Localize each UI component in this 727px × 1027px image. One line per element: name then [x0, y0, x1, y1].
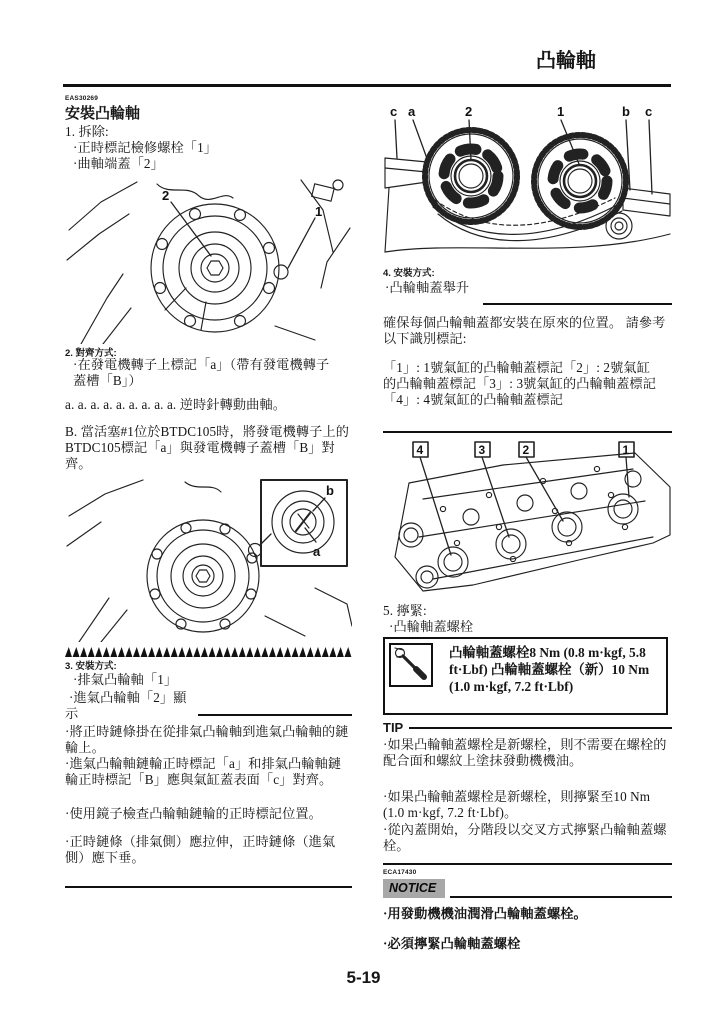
section-divider-triangles [65, 644, 352, 654]
figure-callout: c [390, 104, 398, 119]
step-label: 4. 安裝方式: [383, 268, 435, 279]
figure-timing-mark-alignment [65, 476, 352, 642]
figure-camshaft-caps [383, 437, 672, 600]
notice-rule [450, 896, 672, 899]
rotate-instruction: a. a. a. a. a. a. a. a. a. 逆時針轉動曲軸。 [65, 397, 287, 412]
figure-callout: 2 [465, 104, 473, 119]
bullet-item: ·在發電機轉子上標記「a」（帶有發電機轉子蓋槽「B」） [73, 357, 330, 388]
torque-wrench-iconbox [389, 643, 433, 687]
bullet-item: ·必須擰緊凸輪軸蓋螺栓 [383, 936, 521, 951]
bullet-item: ·曲軸端蓋「2」 [73, 156, 164, 171]
notice-badge: NOTICE [383, 879, 445, 898]
column-rule [383, 863, 672, 865]
step-label: 5. 擰緊: [383, 603, 427, 618]
tip-header [383, 720, 672, 735]
figure-callout: a [408, 104, 416, 119]
notice-header [383, 879, 672, 898]
step-label: 3. 安裝方式: [65, 661, 117, 672]
page-title: 凸輪軸 [536, 48, 596, 72]
bullet-item: ·進氣凸輪軸「2」顯 [69, 690, 187, 705]
figure-callout: 2 [162, 188, 170, 203]
column-rule [383, 431, 672, 433]
section-heading: 安裝凸輪軸 [65, 105, 141, 122]
inline-rule [483, 303, 672, 305]
figure-camshaft-sprockets [383, 102, 672, 262]
figure-callout: 1 [622, 443, 630, 457]
bullet-item: ·正時鏈條（排氣側）應拉伸，正時鏈條（進氣側）應下垂。 [65, 834, 336, 865]
figure-callout: b [326, 483, 334, 498]
figure-callout: 2 [522, 443, 530, 457]
page-number: 5-19 [346, 968, 381, 987]
bullet-item: ·排氣凸輪軸「1」 [73, 672, 178, 687]
figure-callout: c [645, 104, 653, 119]
figure-callout: 1 [315, 204, 323, 219]
torque-spec-box [383, 637, 668, 715]
identification-paragraph: 「1」: 1號氣缸的凸輪軸蓋標記「2」: 2號氣缸的凸輪軸蓋標記「3」: 3號氣缸的凸輪軸蓋標記「4」: 4號氣缸的凸輪軸蓋標記 [383, 360, 657, 407]
tip-label: TIP [383, 720, 404, 735]
torque-wrench-icon [391, 645, 431, 685]
figure-callout: b [622, 104, 630, 119]
ensure-paragraph: 確保每個凸輪軸蓋都安裝在原來的位置。 請參考以下識別標記: [383, 315, 666, 346]
bullet-item: ·凸輪軸蓋舉升 [385, 280, 470, 295]
figure-callout: a [313, 544, 321, 559]
step-label: 2. 對齊方式: [65, 348, 117, 359]
column-rule [65, 886, 352, 888]
inline-rule [198, 714, 352, 716]
bullet-item: ·從內蓋開始，分階段以交叉方式擰緊凸輪軸蓋螺栓。 [383, 822, 667, 853]
section-code: ECA17430 [383, 869, 417, 876]
bullet-item: ·將正時鏈條掛在從排氣凸輪軸到進氣凸輪軸的鏈輪上。 [65, 724, 349, 755]
bullet-item: ·使用鏡子檢查凸輪軸鏈輪的正時標記位置。 [65, 806, 322, 821]
figure-callout: 4 [416, 443, 424, 457]
bullet-item-continuation: 示 [65, 706, 79, 721]
torque-spec-text: 凸輪軸蓋螺栓8 Nm (0.8 m·kgf, 5.8 ft·Lbf) 凸輪軸蓋螺栓（新）10 Nm (1.0 m·kgf, 7.2 ft·Lbf) [449, 645, 650, 694]
bullet-item: ·如果凸輪軸蓋螺栓是新螺栓，則不需要在螺栓的配合面和螺紋上塗抹發動機機油。 [383, 737, 667, 768]
figure-crankshaft-cover-removal [65, 176, 352, 344]
header-rule [63, 84, 671, 87]
bullet-item: ·正時標記檢修螺栓「1」 [73, 140, 218, 155]
bullet-item: ·凸輪軸蓋螺栓 [389, 619, 474, 634]
bullet-item: ·用發動機機油潤滑凸輪軸蓋螺栓。 [383, 906, 587, 921]
bullet-item: ·進氣凸輪軸鏈輪正時標記「a」和排氣凸輪軸鏈輪正時標記「B」應與氣缸蓋表面「c」對齊。 [65, 756, 342, 787]
align-paragraph: B. 當活塞#1位於BTDC105時，將發電機轉子上的BTDC105標記「a」與發電機轉子蓋槽「B」對齊。 [65, 424, 350, 471]
figure-callout: 1 [557, 104, 565, 119]
section-code: EAS30269 [65, 95, 99, 102]
step-label: 1. 拆除: [65, 124, 109, 139]
bullet-item: ·如果凸輪軸蓋螺栓是新螺栓，則擰緊至10 Nm (1.0 m·kgf, 7.2 ft·Lbf)。 [383, 789, 651, 820]
tip-rule [409, 727, 672, 729]
figure-callout: 3 [478, 443, 486, 457]
